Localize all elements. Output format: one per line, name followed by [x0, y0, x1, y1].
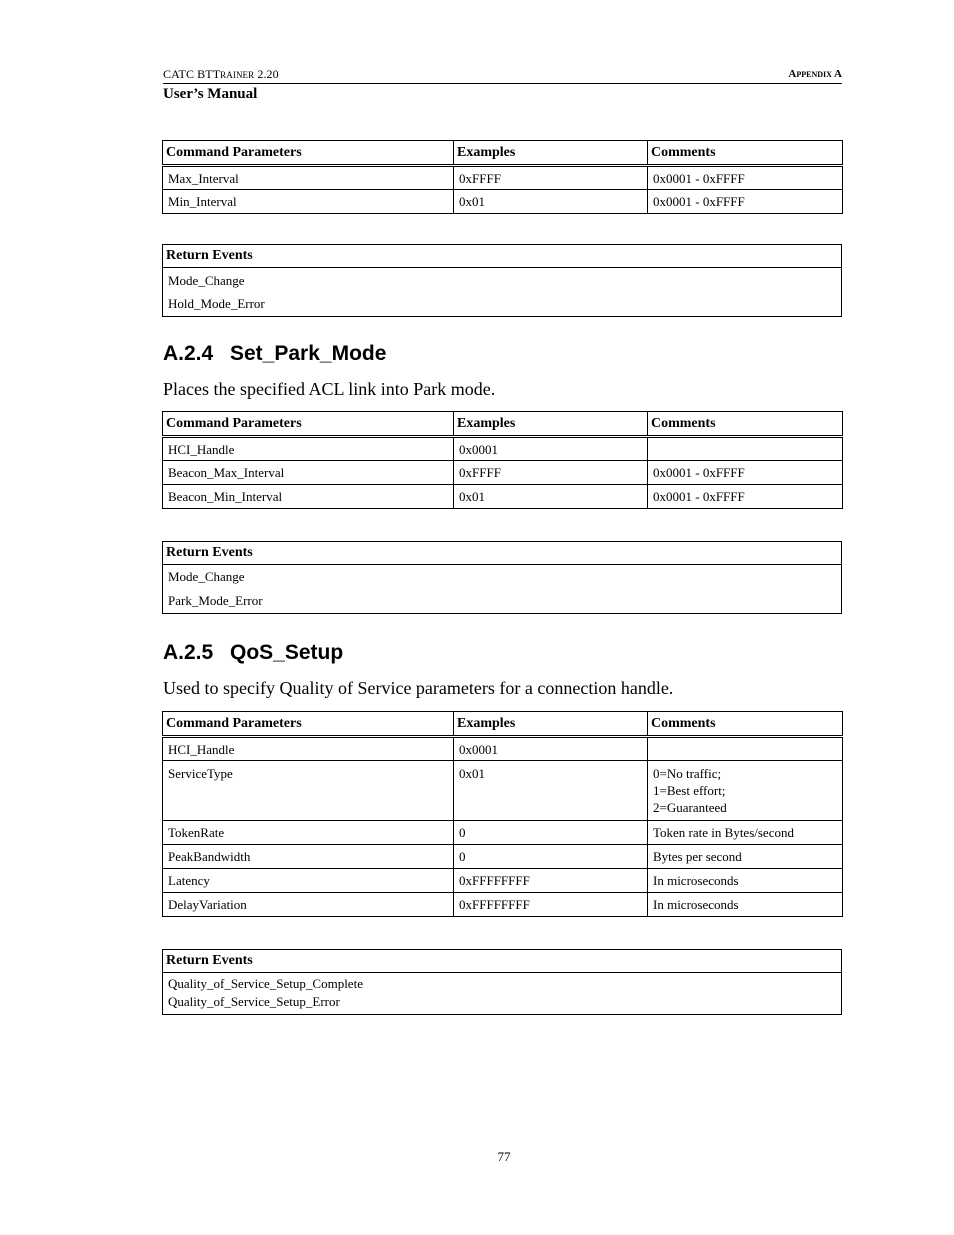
return-event: Hold_Mode_Error: [168, 296, 265, 311]
header-examples: Examples: [454, 712, 648, 737]
param-name: Latency: [163, 869, 454, 893]
param-name: DelayVariation: [163, 893, 454, 917]
param-name: Min_Interval: [163, 190, 454, 214]
return-event: Quality_of_Service_Setup_Error: [168, 994, 340, 1009]
param-comment: In microseconds: [648, 869, 843, 893]
qos-setup-params-table: [162, 711, 843, 917]
table-header-row: [163, 412, 843, 437]
header-command-parameters: Command Parameters: [163, 141, 454, 166]
return-event: Quality_of_Service_Setup_Complete: [168, 976, 363, 991]
product-prefix: CATC BTT: [163, 67, 221, 81]
param-comment: [648, 761, 843, 821]
table-row: [163, 737, 843, 761]
product-version: 2.20: [257, 67, 279, 81]
section-description: Places the specified ACL link into Park mode.: [163, 379, 496, 399]
table-row: [163, 893, 843, 917]
param-name: HCI_Handle: [163, 437, 454, 461]
param-example: 0xFFFF: [454, 461, 648, 485]
header-command-parameters: Command Parameters: [163, 412, 454, 437]
comment-line: 2=Guaranteed: [653, 800, 727, 815]
return-event: Mode_Change: [168, 273, 245, 288]
header-comments: Comments: [648, 141, 843, 166]
param-example: 0xFFFFFFFF: [454, 893, 648, 917]
table-row: [163, 190, 843, 214]
qos-setup-return-events-table: [162, 949, 842, 1015]
set-park-mode-params-table: [162, 411, 843, 509]
param-example: 0x0001: [454, 737, 648, 761]
header-examples: Examples: [454, 141, 648, 166]
param-name: ServiceType: [163, 761, 454, 821]
header-rule: [163, 83, 842, 84]
comment-line: 1=Best effort;: [653, 783, 726, 798]
return-events-list: [163, 973, 842, 1015]
page-number: 77: [497, 1149, 511, 1164]
param-comment: [648, 437, 843, 461]
param-comment: 0x0001 - 0xFFFF: [648, 485, 843, 509]
param-example: 0x01: [454, 485, 648, 509]
section-title: Set_Park_Mode: [230, 342, 387, 365]
return-events-header: Return Events: [163, 950, 842, 973]
section-description: Used to specify Quality of Service parameters for a connection handle.: [163, 678, 674, 698]
table-row: [163, 869, 843, 893]
header-comments: Comments: [648, 412, 843, 437]
prev-return-events-table: [162, 244, 842, 317]
return-event: Park_Mode_Error: [168, 593, 263, 608]
param-name: Max_Interval: [163, 166, 454, 190]
header-examples: Examples: [454, 412, 648, 437]
table-row: [163, 437, 843, 461]
param-name: PeakBandwidth: [163, 845, 454, 869]
product-smallcaps: RAINER: [220, 70, 255, 80]
return-events-list: [163, 565, 842, 614]
return-events-list: [163, 268, 842, 317]
param-example: 0x0001: [454, 437, 648, 461]
param-name: Beacon_Max_Interval: [163, 461, 454, 485]
section-heading-a24: [163, 342, 386, 366]
table-row: [163, 845, 843, 869]
table-row: [163, 461, 843, 485]
param-example: 0x01: [454, 761, 648, 821]
param-example: 0xFFFFFFFF: [454, 869, 648, 893]
table-header-row: [163, 141, 843, 166]
param-comment: [648, 737, 843, 761]
param-name: HCI_Handle: [163, 737, 454, 761]
return-events-header: Return Events: [163, 542, 842, 565]
param-comment: 0x0001 - 0xFFFF: [648, 190, 843, 214]
running-header-manual: User’s Manual: [163, 86, 258, 102]
param-name: TokenRate: [163, 821, 454, 845]
param-comment: Bytes per second: [648, 845, 843, 869]
set-park-mode-return-events-table: [162, 541, 842, 614]
param-name: Beacon_Min_Interval: [163, 485, 454, 509]
return-events-header: Return Events: [163, 245, 842, 268]
running-header-appendix: Appendix A: [788, 68, 842, 80]
comment-line: 0=No traffic;: [653, 766, 722, 781]
section-number: A.2.5: [163, 641, 214, 664]
section-title: QoS_Setup: [230, 641, 344, 664]
return-event: Mode_Change: [168, 569, 245, 584]
running-header-product: [163, 67, 279, 82]
table-header-row: [163, 712, 843, 737]
header-comments: Comments: [648, 712, 843, 737]
param-comment: 0x0001 - 0xFFFF: [648, 166, 843, 190]
param-comment: In microseconds: [648, 893, 843, 917]
param-example: 0x01: [454, 190, 648, 214]
param-comment: Token rate in Bytes/second: [648, 821, 843, 845]
table-row: [163, 166, 843, 190]
section-heading-a25: [163, 641, 343, 665]
param-example: 0: [454, 845, 648, 869]
param-example: 0xFFFF: [454, 166, 648, 190]
table-row: [163, 821, 843, 845]
param-comment: 0x0001 - 0xFFFF: [648, 461, 843, 485]
header-command-parameters: Command Parameters: [163, 712, 454, 737]
section-number: A.2.4: [163, 342, 214, 365]
table-row: [163, 485, 843, 509]
table-row: [163, 761, 843, 821]
param-example: 0: [454, 821, 648, 845]
prev-command-params-table: [162, 140, 843, 214]
